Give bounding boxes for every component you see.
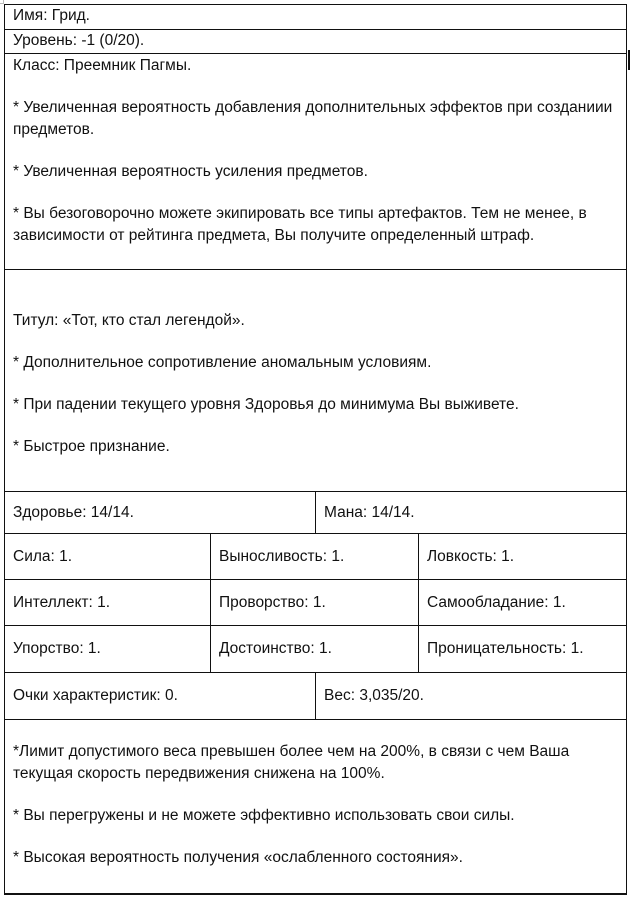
mana-cell: Мана: 14/14.: [315, 492, 626, 533]
class-row: [5, 53, 626, 269]
character-level: Уровень: -1 (0/20).: [13, 32, 145, 49]
notes-row: [5, 719, 626, 893]
stats-row: [5, 625, 626, 672]
title-effect: * При падении текущего уровня Здоровья до минимума Вы выживете.: [13, 396, 519, 413]
stat-cell: Ловкость: 1.: [418, 534, 626, 579]
note-text: * Вы перегружены и не можете эффективно использовать свои силы.: [13, 807, 515, 824]
class-cell: [5, 54, 626, 247]
stat-points-cell: Очки характеристик: 0.: [13, 687, 178, 704]
stat-cell: Выносливость: 1.: [210, 534, 418, 579]
note-text: * Высокая вероятность получения «ослабленного состояния».: [13, 849, 463, 866]
text-cursor-icon: [628, 50, 630, 70]
level-row: [5, 29, 626, 53]
stat-cell: Достоинство: 1.: [210, 626, 418, 672]
class-title: Класс: Преемник Пагмы.: [13, 57, 192, 74]
note-text: *Лимит допустимого веса превышен более чем на 200%, в связи с чем Ваша текущая скорость передвижения снижена на 100%.: [13, 743, 570, 782]
vitals-row: [5, 491, 626, 533]
title-row: [5, 269, 626, 491]
stat-cell: Интеллект: 1.: [13, 593, 111, 611]
notes-cell: [5, 720, 626, 869]
title-effect: * Дополнительное сопротивление аномальным условиям.: [13, 354, 432, 371]
health-cell: Здоровье: 14/14.: [13, 503, 134, 521]
weight-cell: Вес: 3,035/20.: [315, 673, 626, 719]
stat-cell: Проворство: 1.: [210, 580, 418, 625]
title-name: Титул: «Тот, кто стал легендой».: [13, 312, 245, 329]
stat-cell: Проницательность: 1.: [418, 626, 626, 672]
character-status-table: [4, 4, 627, 895]
stat-cell: Самообладание: 1.: [418, 580, 626, 625]
name-row: [5, 5, 626, 29]
stat-cell: Сила: 1.: [13, 547, 73, 565]
points-weight-row: [5, 672, 626, 719]
stats-row: [5, 579, 626, 625]
class-effect: * Увеличенная вероятность добавления дополнительных эффектов при созданиии предметов.: [13, 99, 613, 138]
title-effect: * Быстрое признание.: [13, 438, 170, 455]
stats-row: [5, 533, 626, 579]
stat-cell: Упорство: 1.: [13, 640, 101, 657]
title-cell: [5, 270, 626, 458]
character-name: Имя: Грид.: [13, 7, 90, 24]
class-effect: * Вы безоговорочно можете экипировать все типы артефактов. Тем не менее, в зависимости от рейтинга предмета, Вы получите определенный штраф.: [13, 205, 587, 244]
class-effect: * Увеличенная вероятность усиления предметов.: [13, 163, 368, 180]
